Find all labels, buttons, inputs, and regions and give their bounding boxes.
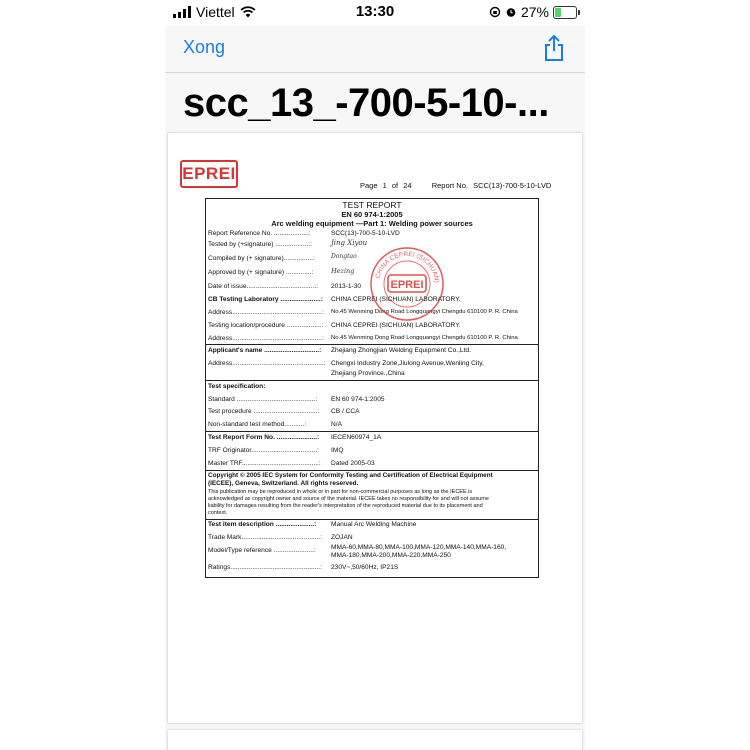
row-label: Test item description .....................: [208,521,317,528]
copyright-text-line1: This publication may be reproduced in whole or in part for non-commercial purposes as long as the IECEE is [208,489,473,495]
divider [206,344,538,345]
model-line2: MMA-180,MMA-200,MMA-220,MMA-250 [331,552,451,559]
tested-by-signature: Jing Xiyou [331,239,368,247]
stamp-ring-text: CHINA CEPREI (SICHUAN) [374,250,440,284]
row-label: Approved by (+ signature) ..............: [208,269,314,276]
row-label: Address.................................................: [208,335,324,342]
alarm-icon [505,6,517,18]
row-value: N/A [331,421,342,428]
row-label: Report Reference No. ...................: [208,230,311,237]
row-label: CB Testing Laboratory ......................: [208,296,323,303]
model-label: Model/Type reference ......................: [208,547,316,554]
battery-percent: 27% [520,4,549,20]
page-number: 1 [382,181,387,190]
copyright-text-line4: context. [208,510,228,516]
row-label: Master TRF..........................................: [208,460,321,467]
copyright-bold-line2: (IECEE), Geneva, Switzerland. All rights reserved. [208,480,359,487]
approved-by-signature: Hezing [331,267,355,275]
divider [206,431,538,432]
row-value: CHINA CEPREI (SICHUAN) LABORATORY. [331,296,461,303]
applicant-address-label: Address..................................................: [208,360,326,367]
row-label: Test Report Form No. ......................: [208,434,320,441]
carrier-name: Viettel [196,4,235,20]
page-total: 24 [403,181,412,190]
ratings-label: Ratings.................................................: [208,564,322,571]
row-label: Compiled by (+ signature)................: [208,255,315,262]
page-label: Page [360,181,378,190]
copyright-bold-line1: Copyright © 2005 IEC System for Conformity Testing and Certification of Electrical Equipment [208,472,493,479]
status-bar [165,0,585,26]
row-value: EN 60 974-1:2005 [331,396,385,403]
row-value: CB / CCA [331,408,360,415]
model-line1: MMA-60,MMA-80,MMA-100,MMA-120,MMA-140,MMA-160, [331,544,507,551]
copyright-text-line3: liability for damages resulting from the reader's interpretation of the reproduced material due to its placement and [208,503,483,509]
divider [206,380,538,381]
page-header [360,181,554,190]
report-standard: EN 60 974-1:2005 [341,210,403,219]
ratings-value: 230V~,50/60Hz, IP21S [331,564,399,571]
title-area [165,72,585,133]
applicant-address-line1: Chengxi Industry Zone,Jiulong Avenue,Wenling City, [331,360,484,367]
row-value: SCC(13)-700-5-10-LVD [331,230,400,237]
row-value: ZOJAN [331,534,353,541]
report-no: SCC(13)-700-5-10-LVD [473,181,552,190]
row-label: Testing location/procedure ...................: [208,322,324,329]
status-time: 13:30 [355,3,395,20]
row-value: 2013-1-30 [331,283,362,290]
applicant-address-line2: Zhejiang Province.,China [331,370,405,377]
row-value: IECEN60974_1A [331,434,382,441]
row-value: CHINA CEPREI (SICHUAN) LABORATORY. [331,322,461,329]
eprei-logo: EPREI [180,160,238,188]
battery-icon [553,6,577,19]
done-button[interactable]: Xong [183,37,226,57]
row-label: TRF Originator....................................: [208,447,320,454]
row-label: Trade Mark...........................................: [208,534,323,541]
row-value: Manual Arc Welding Machine [331,521,417,528]
share-icon[interactable] [543,34,565,62]
ios-screen [165,0,585,750]
document-page-next[interactable] [168,730,582,750]
page-of: of [391,181,399,190]
report-no-label: Report No. [431,181,468,190]
status-right [489,4,577,20]
row-label: Test procedure ...................................: [208,408,320,415]
test-spec-heading: Test specification: [208,383,266,390]
orientation-lock-icon [489,6,501,18]
report-subtitle: Arc welding equipment —Part 1: Welding power sources [271,219,473,228]
row-label: Tested by (+signature) ...................: [208,241,312,248]
document-title: scc_13_-700-5-10-... [183,81,549,125]
divider [206,470,538,471]
row-label: Date of issue......................................: [208,283,318,290]
row-label: Standard ...........................................: [208,396,318,403]
stamp-text: EPREI [390,279,424,291]
row-label: Address.................................................: [208,309,324,316]
row-value: Dated 2005-03 [331,460,375,467]
compiled-by-signature: Dongtao [331,253,357,260]
divider [206,519,538,520]
applicant-value: Zhejiang Zhongjian Welding Equipment Co.,Ltd. [331,347,471,354]
document-page[interactable] [168,133,582,723]
row-value: IMQ [331,447,344,454]
row-label: Non-standard test method...........: [208,421,307,428]
approval-stamp [369,246,445,322]
applicant-label: Applicant's name ..............................: [208,347,322,354]
report-title: TEST REPORT [342,200,402,210]
nav-bar [165,26,585,72]
row-value: No.45 Wenming Dong Road Longquangyi Chengdu 610100 P. R. China [331,335,518,341]
row-value: No.45 Wenming Dong Road Longquangyi Chengdu 610100 P. R. China [331,309,518,315]
copyright-text-line2: acknowledged as copyright owner and source of the material. IECEE takes no responsibility for and will not assume [208,496,489,502]
